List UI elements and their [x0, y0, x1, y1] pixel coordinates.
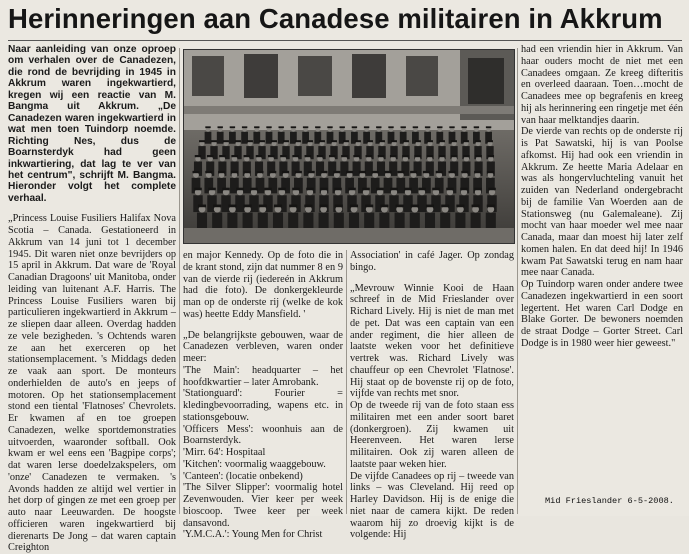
soldier-beret — [487, 140, 493, 142]
soldier-beret — [219, 155, 225, 157]
soldier-beret — [292, 188, 300, 191]
soldier-beret — [244, 171, 251, 173]
headline-rule — [8, 40, 682, 41]
soldier-beret — [475, 155, 481, 157]
soldier-beret — [418, 188, 426, 191]
building-item: 'The Main': headquarter – het hoofdkwartier – later Amrobank. — [183, 364, 343, 388]
column-2 — [183, 250, 343, 541]
soldier-beret — [401, 126, 406, 128]
soldier-beret — [208, 188, 216, 191]
soldier-beret — [379, 140, 385, 142]
building-item: 'Y.M.C.A.': Young Men for Christ — [183, 529, 323, 541]
soldier-beret — [333, 171, 340, 173]
soldier-figure — [353, 162, 361, 176]
soldier-beret — [335, 205, 343, 208]
column-4 — [521, 44, 683, 489]
soldier-beret — [341, 155, 347, 157]
soldier-beret — [329, 155, 335, 157]
soldier-beret — [320, 205, 328, 208]
soldier-beret — [244, 205, 252, 208]
soldier-beret — [451, 140, 457, 142]
soldier-beret — [462, 126, 467, 128]
soldier-beret — [319, 140, 325, 142]
soldier-beret — [437, 126, 442, 128]
soldier-beret — [254, 126, 259, 128]
soldier-beret — [350, 205, 358, 208]
soldier-beret — [303, 126, 308, 128]
soldier-beret — [231, 171, 238, 173]
column-4-paragraph-2: De vierde van rechts op de onderste rij is Pat Sawatski, hij is van Poolse afkomst. Hij had ook een vriendin in Akkrum. Ze heette Maria Adelaar en was als hongervluchteling vanuit het zuiden van Nederland ondergebracht bij de familie Van Woerden aan de Stationsweg (nu Galemaleane). Zij mocht van haar moeder wel mee naar Canada, maar dan moest hij later zelf komen halen. En dat deed hij! In 1946 kwam Pat Sawatski terug en nam haar mee naar Canada. — [521, 126, 683, 279]
soldier-beret — [257, 171, 264, 173]
soldier-beret — [376, 188, 384, 191]
soldier-beret — [198, 205, 206, 208]
soldier-beret — [228, 205, 236, 208]
soldier-beret — [279, 126, 284, 128]
building-item: 'Stationguard': Fourier = kledingbevoorrading, wapens etc. in stationsgebouw. — [183, 388, 343, 423]
soldier-beret — [194, 188, 202, 191]
building-item: 'Mirr. 64': Hospitaal — [183, 447, 266, 458]
soldier-beret — [427, 140, 433, 142]
soldier-figure — [227, 213, 237, 231]
soldier-figure — [258, 213, 268, 231]
soldier-beret — [264, 188, 272, 191]
soldier-beret — [331, 140, 337, 142]
soldier-beret — [274, 205, 282, 208]
soldier-beret — [359, 171, 366, 173]
soldier-beret — [474, 188, 482, 191]
soldier-beret — [474, 171, 481, 173]
soldier-beret — [451, 155, 457, 157]
soldier-beret — [380, 205, 388, 208]
soldier-beret — [376, 126, 381, 128]
soldier-beret — [487, 205, 495, 208]
soldier-beret — [486, 126, 491, 128]
soldier-beret — [247, 140, 253, 142]
soldier-beret — [321, 171, 328, 173]
soldier-beret — [432, 188, 440, 191]
soldier-beret — [291, 126, 296, 128]
soldier-beret — [235, 140, 241, 142]
soldier-beret — [390, 188, 398, 191]
soldier-beret — [306, 188, 314, 191]
soldier-beret — [456, 205, 464, 208]
group-photo — [183, 49, 515, 244]
soldier-beret — [403, 140, 409, 142]
soldier-beret — [426, 205, 434, 208]
column-3-paragraph-4: De vijfde Canadees op rij – tweede van links – was Cleveland. Hij reed op Harley Davidson. Hij is de enige die niet naar de camera kijkt. De reden waarom hij zo droevig kijkt is de volgende: Hij — [350, 470, 514, 541]
soldier-beret — [295, 140, 301, 142]
soldier-beret — [317, 155, 323, 157]
soldier-beret — [439, 140, 445, 142]
soldier-beret — [346, 171, 353, 173]
soldier-figure — [486, 213, 496, 231]
soldier-beret — [256, 155, 262, 157]
soldier-beret — [222, 188, 230, 191]
soldier-figure — [417, 195, 426, 212]
article-lead: Naar aanleiding van onze oproep om verhalen over de Canadezen, die rond de bevrijding in 1945 in Akkrum waren ingekwartierd, kregen wij een reactie van M. Bangma uit Akkrum. „De Canadezen waren ingekwartierd in wat men toen Tuindorp noemde. Richting Nes, dus de Boarnsterdyk had geen inkwartiering, dat lag te ver van het centrum", schrijft M. Bangma. Hieronder volgt het complete verhaal. — [8, 44, 176, 204]
soldier-beret — [268, 155, 274, 157]
soldier-beret — [463, 140, 469, 142]
soldier-beret — [388, 126, 393, 128]
soldier-beret — [461, 171, 468, 173]
soldier-beret — [205, 126, 210, 128]
soldier-beret — [250, 188, 258, 191]
soldier-beret — [487, 171, 494, 173]
soldier-beret — [449, 126, 454, 128]
soldier-beret — [396, 205, 404, 208]
soldier-beret — [413, 126, 418, 128]
building-item: 'Kitchen': voormalig waaggebouw. — [183, 458, 326, 470]
soldier-beret — [372, 171, 379, 173]
soldier-beret — [223, 140, 229, 142]
soldier-figure — [197, 213, 207, 231]
soldier-beret — [390, 155, 396, 157]
soldier-beret — [385, 171, 392, 173]
soldier-beret — [327, 126, 332, 128]
column-1-body: „Princess Louise Fusiliers Halifax Nova Scotia – Canada. Gestationeerd in Akkrum van 14 juni tot 1 december 1945. Dit waren niet onze bevrijders op 15 april in Akkrum. Dat ware de 'Royal Canadian Dragoons' uit Manitoba, onder leiding van luitenant A.F. Harris. The Princess Louise Fusiliers waren bij particulieren ingekwartierd in Akkrum – ze sliepen daar alleen. Overdag hadden ze vele bezigheden. 's Ochtends waren ze aan het exerceren op het stationsemplacement. 's Middags deden ze vaak aan sport. De monteurs onderhielden de auto's en jeeps of motoren. Op het stationsemplacement stond een tiental 'Flatnoses' Chevrolets. Er kwamen af en toe groepen Canadezen, welke sportdemonstraties uitvoerden, waaronder softball. Ook kwam er wel eens een 'Bagpipe corps'; dat waren lerse doedelzakspelers, om 'onze' Canadezen te vermaken. 's Avonds hadden ze altijd wel vertier in het dorp of gingen ze met een groep per auto naar Leeuwarden. De hoogste officieren waren ingekwartierd bij dierenarts De Jong – dat waren captain Creighton — [8, 213, 176, 554]
soldier-beret — [282, 171, 289, 173]
soldier-figure — [212, 213, 222, 231]
column-4-paragraph-3: Op Tuindorp waren onder andere twee Canadezen ingekwartierd in een soort legertent. Het waren Carl Dodge en Blake Gorter. De bewoners noemden de straat Dodge – Gorter Street. Carl Dodge is in 1980 weer hier geweest." — [521, 279, 683, 349]
soldier-figure — [364, 213, 374, 231]
soldier-beret — [378, 155, 384, 157]
soldier-beret — [315, 126, 320, 128]
soldier-figure — [440, 213, 450, 231]
soldier-beret — [353, 155, 359, 157]
soldier-figure — [235, 195, 244, 212]
soldier-beret — [488, 155, 494, 157]
soldier-figure — [288, 213, 298, 231]
soldier-beret — [402, 155, 408, 157]
soldier-beret — [414, 155, 420, 157]
soldier-beret — [199, 140, 205, 142]
soldier-beret — [415, 140, 421, 142]
soldier-beret — [410, 171, 417, 173]
soldier-figure — [217, 132, 224, 144]
soldier-beret — [423, 171, 430, 173]
soldier-beret — [364, 126, 369, 128]
column-3-paragraph-2: „Mevrouw Winnie Kooi de Haan schreef in de Mid Frieslander over Richard Lively. Hij is niet de man met de pet. Dat was een captain van een ander regiment, die hier alleen de laatste weken voor het definitieve vertrek was. Richard Lively was chauffeur op een Chevrolet 'Flatnose'. Hij staat op de bovenste rij op de foto, vijfde van rechts met snor. — [350, 282, 514, 400]
soldier-beret — [425, 126, 430, 128]
soldier-figure — [243, 178, 252, 194]
soldier-figure — [334, 213, 344, 231]
soldier-beret — [218, 126, 223, 128]
soldier-figure — [303, 213, 313, 231]
building-item: 'The Silver Slipper': voormalig hotel Zevenwouden. Vier keer per week bioscoop. Twee keer per week dansavond. — [183, 482, 343, 529]
soldier-beret — [404, 188, 412, 191]
column-2-paragraph-1: en major Kennedy. Op de foto die in de krant stond, zijn dat nummer 8 en 9 van de vierde rij (iedereén in Akkrum had die foto). De donkergekleurde man op de onderste rij (welke de kok was) heette Eddy Mansfield. ' — [183, 250, 343, 320]
column-divider — [179, 48, 180, 514]
soldier-beret — [320, 188, 328, 191]
soldier-figure — [243, 213, 253, 231]
soldier-beret — [334, 188, 342, 191]
soldier-figure — [425, 213, 435, 231]
soldier-beret — [218, 171, 225, 173]
column-3 — [350, 250, 514, 541]
column-3-paragraph-1: Association' in café Jager. Op zondag bingo. — [350, 250, 514, 273]
source-caption: Mid Frieslander 6-5-2008. — [545, 496, 674, 506]
soldier-beret — [211, 140, 217, 142]
soldier-beret — [307, 140, 313, 142]
soldier-beret — [427, 155, 433, 157]
soldier-beret — [308, 171, 315, 173]
soldier-figure — [455, 213, 465, 231]
soldier-beret — [475, 140, 481, 142]
soldier-beret — [411, 205, 419, 208]
column-3-paragraph-3: Op de tweede rij van de foto staan ess militairen met een ander soort baret (donkergroen). Zij kwamen uit Heerenveen. Het waren lerse militairen. Ook zij waren alleen de laatste paar weken hier. — [350, 400, 514, 470]
column-divider — [517, 48, 518, 514]
soldier-beret — [292, 155, 298, 157]
soldier-figure — [349, 213, 359, 231]
soldier-beret — [463, 155, 469, 157]
soldier-beret — [242, 126, 247, 128]
building-item: 'Canteen': (locatie onbekend) — [183, 470, 303, 482]
soldier-beret — [205, 171, 212, 173]
soldier-beret — [343, 140, 349, 142]
soldier-beret — [488, 188, 496, 191]
group-photo-image — [184, 50, 514, 243]
article-headline: Herinneringen aan Canadese militairen in Akkrum — [8, 3, 663, 34]
soldier-beret — [269, 171, 276, 173]
soldier-beret — [295, 171, 302, 173]
soldier-figure — [379, 213, 389, 231]
soldier-beret — [367, 140, 373, 142]
building-item: 'Officers Mess': woonhuis aan de Boarnsterdyk. — [183, 423, 343, 447]
soldier-figure — [205, 132, 212, 144]
soldier-beret — [348, 188, 356, 191]
column-2-paragraph-2: „De belangrijkste gebouwen, waar de Canadezen verbleven, waren onder meer: — [183, 329, 343, 364]
soldier-beret — [441, 205, 449, 208]
soldier-beret — [259, 140, 265, 142]
soldier-beret — [259, 205, 267, 208]
soldier-beret — [391, 140, 397, 142]
column-1 — [8, 44, 176, 554]
soldier-beret — [439, 155, 445, 157]
soldier-beret — [366, 155, 372, 157]
soldier-figure — [377, 162, 385, 176]
soldier-figure — [229, 132, 236, 144]
soldier-figure — [410, 213, 420, 231]
soldier-figure — [403, 195, 412, 212]
soldier-figure — [395, 213, 405, 231]
soldier-figure — [273, 213, 283, 231]
soldier-beret — [193, 171, 200, 173]
soldier-beret — [355, 140, 361, 142]
soldier-figure — [319, 213, 329, 231]
soldier-beret — [472, 205, 480, 208]
soldier-beret — [230, 126, 235, 128]
soldier-beret — [352, 126, 357, 128]
soldier-beret — [436, 171, 443, 173]
soldier-beret — [283, 140, 289, 142]
soldier-beret — [278, 188, 286, 191]
soldier-beret — [449, 171, 456, 173]
soldier-figure — [241, 132, 248, 144]
soldier-figure — [471, 213, 481, 231]
soldier-beret — [289, 205, 297, 208]
soldier-beret — [304, 205, 312, 208]
soldier-figure — [396, 178, 405, 194]
soldier-beret — [236, 188, 244, 191]
soldier-beret — [271, 140, 277, 142]
soldier-beret — [305, 155, 311, 157]
soldier-beret — [207, 155, 213, 157]
soldier-beret — [213, 205, 221, 208]
soldier-beret — [362, 188, 370, 191]
column-divider — [346, 250, 347, 514]
soldier-beret — [446, 188, 454, 191]
soldier-beret — [280, 155, 286, 157]
soldier-beret — [365, 205, 373, 208]
column-4-paragraph-1: had een vriendin hier in Akkrum. Van haar ouders mocht de niet met een Canadees omgaan. Ze kreeg difteritis en overleed daaraan. Toen…mocht de Canadees mee op begrafenis en kreeg hij als herinnering een ringetje met één van haar melktandjes daarin. — [521, 44, 683, 126]
soldier-beret — [460, 188, 468, 191]
soldier-beret — [244, 155, 250, 157]
soldier-beret — [474, 126, 479, 128]
soldier-beret — [266, 126, 271, 128]
soldier-figure — [365, 162, 373, 176]
soldier-beret — [340, 126, 345, 128]
soldier-beret — [195, 155, 201, 157]
soldier-beret — [231, 155, 237, 157]
soldier-beret — [397, 171, 404, 173]
